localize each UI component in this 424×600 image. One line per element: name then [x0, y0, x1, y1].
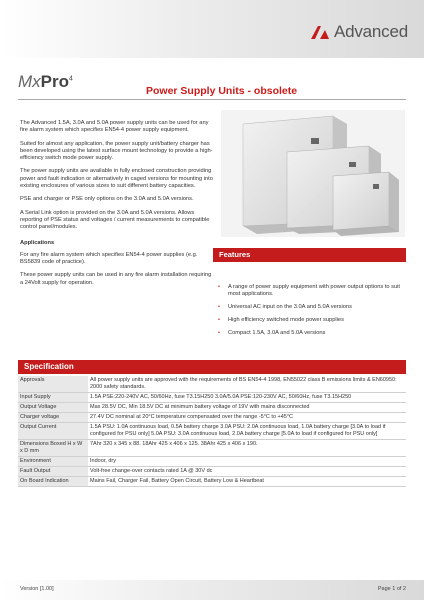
list-item: [218, 304, 408, 311]
intro-paragraph: The Advanced 1.5A, 3.0A and 5.0A power supply units can be used for any fire alarm system which specifies EN54-4 power supply equipment.: [20, 120, 209, 134]
spec-key: Fault Output: [18, 467, 88, 477]
list-item: [218, 284, 408, 298]
intro-paragraph: The power supply units are available in fully enclosed construction providing power and fault indication or alternatively in caged versions for mounting into existing enclosures of various sizes to suit different battery capacities.: [20, 168, 213, 190]
spec-value: 1.5A PSU: 1.0A continuous load, 0.5A battery charge 3.0A PSU: 2.0A continuous load, 1.0A battery charge [3.0A to load if configured for PSU only] 5.0A PSU: 3.0A continuous load, 2.0A battery charge [5.0A to load if configured for PSU only]: [88, 423, 406, 440]
table-row: [18, 423, 406, 440]
spec-value: Max 28.5V DC, Min 18.5V DC at minimum battery voltage of 19V with mains disconnected: [88, 403, 406, 413]
applications-paragraph: These power supply units can be used in any fire alarm installation requiring a 24Volt supply for operation.: [20, 272, 212, 286]
bullet-icon: •: [218, 284, 220, 290]
bullet-icon: •: [218, 304, 220, 310]
intro-paragraph: PSE and charger or PSE only options on the 3.0A and 5.0A versions.: [20, 196, 194, 203]
spec-value: 7Ahr 320 x 345 x 88. 18Ahr 425 x 406 x 125. 38Ahr 425 x 406 x 190.: [88, 440, 406, 457]
intro-paragraph: Suited for almost any application, the power supply unit/battery charger has been developed using the latest surface mount technology to provide a high-efficiency switch mode power supply.: [20, 140, 213, 162]
table-row: [18, 440, 406, 457]
features-heading: Features: [213, 248, 406, 262]
specification-table: [18, 376, 406, 487]
brand-logo: [309, 22, 408, 42]
spec-key: Dimensions Boxed H x W x D mm: [18, 440, 88, 457]
intro-paragraph: A Serial Link option is provided on the 3.0A and 5.0A versions. Allows reporting of PSE status and voltages / current measurements to compatible control panel/modules.: [20, 209, 210, 231]
product-logo-sup: 4: [69, 75, 73, 83]
spec-value: Mains Fail, Charger Fail, Battery Open Circuit, Battery Low & Heartbeat: [88, 477, 406, 487]
table-row: [18, 403, 406, 413]
feature-text: High efficiency switched mode power supplies: [228, 317, 344, 323]
feature-text: Universal AC input on the 3.0A and 5.0A versions: [228, 304, 352, 310]
table-row: [18, 477, 406, 487]
list-item: [218, 317, 408, 324]
table-row: [18, 457, 406, 467]
title-rule: [18, 99, 406, 100]
header-bar: [0, 0, 424, 58]
spec-key: Output Current: [18, 423, 88, 440]
page-title: Power Supply Units - obsolete: [146, 85, 298, 97]
spec-key: Environment: [18, 457, 88, 467]
spec-value: 1.5A PSE:220-240V AC, 50/60Hz, fuse T3.15H250 3.0A/5.0A PSE:120-230V AC, 50/60Hz, fuse T3.15H250: [88, 393, 406, 403]
spec-key: Input Supply: [18, 393, 88, 403]
applications-paragraph: For any fire alarm system which specifies EN54-4 power supplies (e.g. BS5839 code of practice).: [20, 251, 198, 266]
brand-mark-icon: [309, 24, 331, 40]
brand-name: Advanced: [333, 22, 408, 41]
spec-value: 27.4V DC nominal at 20°C temperature compensated over the range -5°C to +45°C: [88, 413, 406, 423]
spec-key: On Board Indication: [18, 477, 88, 487]
product-photo: [221, 110, 405, 237]
table-row: [18, 413, 406, 423]
product-logo: [18, 72, 73, 92]
product-logo-prefix: Mx: [18, 72, 41, 91]
version-label: Version [1.00]: [20, 586, 54, 592]
spec-key: Approvals: [18, 376, 88, 393]
table-row: [18, 467, 406, 477]
applications-heading: Applications: [20, 239, 55, 246]
table-row: [18, 376, 406, 393]
list-item: [218, 330, 408, 337]
spec-value: Volt-free change-over contacts rated 1A @ 30V dc: [88, 467, 406, 477]
spec-value: Indoor, dry: [88, 457, 406, 467]
spec-key: Charger voltage: [18, 413, 88, 423]
feature-text: Compact 1.5A, 3.0A and 5.0A versions: [228, 330, 326, 336]
intro-column: [20, 120, 215, 293]
psu-enclosures-image: [221, 110, 405, 237]
product-logo-main: Pro: [40, 72, 70, 91]
footer-bar: [0, 580, 424, 600]
bullet-icon: •: [218, 330, 220, 336]
spec-value: All power supply units are approved with the requirements of BS EN54-4 1998, EN55022 class B emissions limits & EN60950: 2000 safety standards.: [88, 376, 406, 393]
specification-heading: Specification: [18, 360, 406, 374]
feature-text: A range of power supply equipment with power output options to suit most applications.: [228, 284, 400, 297]
spec-key: Output Voltage: [18, 403, 88, 413]
bullet-icon: •: [218, 317, 220, 323]
table-row: [18, 393, 406, 403]
page-number: Page 1 of 2: [377, 586, 406, 592]
features-list: [218, 284, 408, 343]
